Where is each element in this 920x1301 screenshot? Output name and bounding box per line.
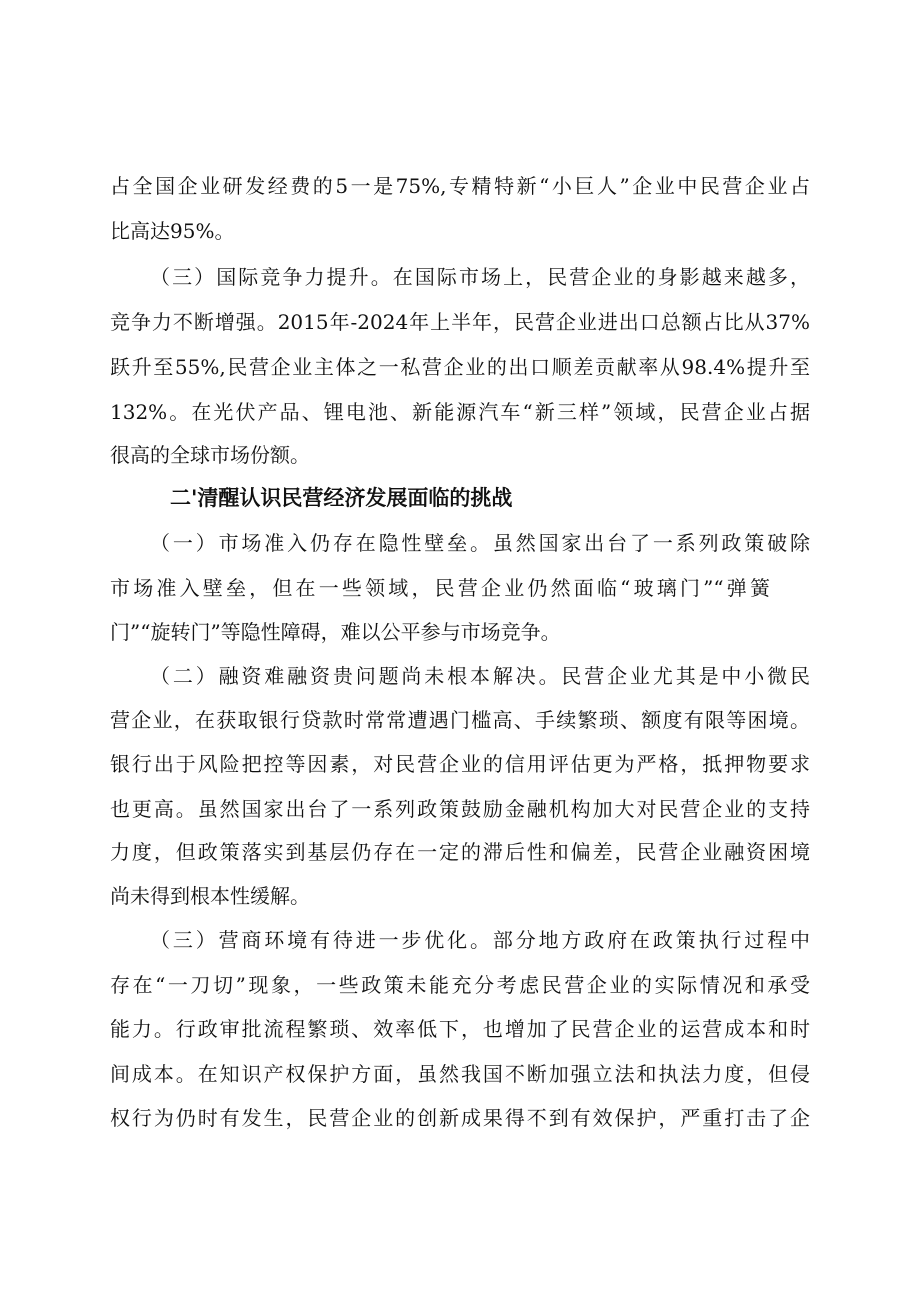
paragraph-line: （三）国际竞争力提升。在国际市场上，民营企业的身影越来越多， bbox=[150, 265, 810, 289]
paragraph-line: 存在“一刀切”现象，一些政策未能充分考虑民营企业的实际情况和承受 bbox=[110, 973, 810, 997]
paragraph-line: 权行为仍时有发生，民营企业的创新成果得不到有效保护，严重打击了企 bbox=[110, 1106, 810, 1130]
paragraph-line: 营企业，在获取银行贷款时常常遭遇门槛高、手续繁琐、额度有限等困境。 bbox=[110, 708, 810, 732]
paragraph-line: 力度，但政策落实到基层仍存在一定的滞后性和偏差，民营企业融资困境 bbox=[110, 840, 810, 864]
paragraph-line: 银行出于风险把控等因素，对民营企业的信用评估更为严格，抵押物要求 bbox=[110, 752, 810, 776]
paragraph-line: 市场准入壁垒，但在一些领域，民营企业仍然面临“玻璃门”“弹簧 bbox=[110, 576, 770, 600]
section-heading: 二'清醒认识民营经济发展面临的挑战 bbox=[170, 486, 513, 510]
paragraph-line: 跃升至55%,民营企业主体之一私营企业的出口顺差贡献率从98.4%提升至 bbox=[110, 355, 810, 379]
paragraph-line: 很高的全球市场份额。 bbox=[110, 443, 310, 467]
paragraph-line: 132%。在光伏产品、锂电池、新能源汽车“新三样”领域，民营企业占据 bbox=[110, 400, 810, 424]
paragraph-line: 也更高。虽然国家出台了一系列政策鼓励金融机构加大对民营企业的支持 bbox=[110, 797, 810, 821]
paragraph-line: 门”“旋转门”等隐性障碍，难以公平参与市场竞争。 bbox=[110, 620, 561, 644]
paragraph-line: 竞争力不断增强。2015年-2024年上半年，民营企业进出口总额占比从37% bbox=[110, 310, 810, 334]
paragraph-line: 能力。行政审批流程繁琐、效率低下，也增加了民营企业的运营成本和时 bbox=[110, 1017, 810, 1041]
paragraph-line: 比高达95%。 bbox=[110, 219, 235, 243]
paragraph-line: 尚未得到根本性缓解。 bbox=[110, 884, 310, 908]
paragraph-line: 间成本。在知识产权保护方面，虽然我国不断加强立法和执法力度，但侵 bbox=[110, 1062, 810, 1086]
paragraph-line: （三）营商环境有待进一步优化。部分地方政府在政策执行过程中 bbox=[150, 928, 810, 952]
paragraph-line: 占全国企业研发经费的5一是75%,专精特新“小巨人”企业中民营企业占 bbox=[110, 174, 810, 198]
paragraph-line: （一）市场准入仍存在隐性壁垒。虽然国家出台了一系列政策破除 bbox=[150, 531, 810, 555]
paragraph-line: （二）融资难融资贵问题尚未根本解决。民营企业尤其是中小微民 bbox=[150, 664, 810, 688]
